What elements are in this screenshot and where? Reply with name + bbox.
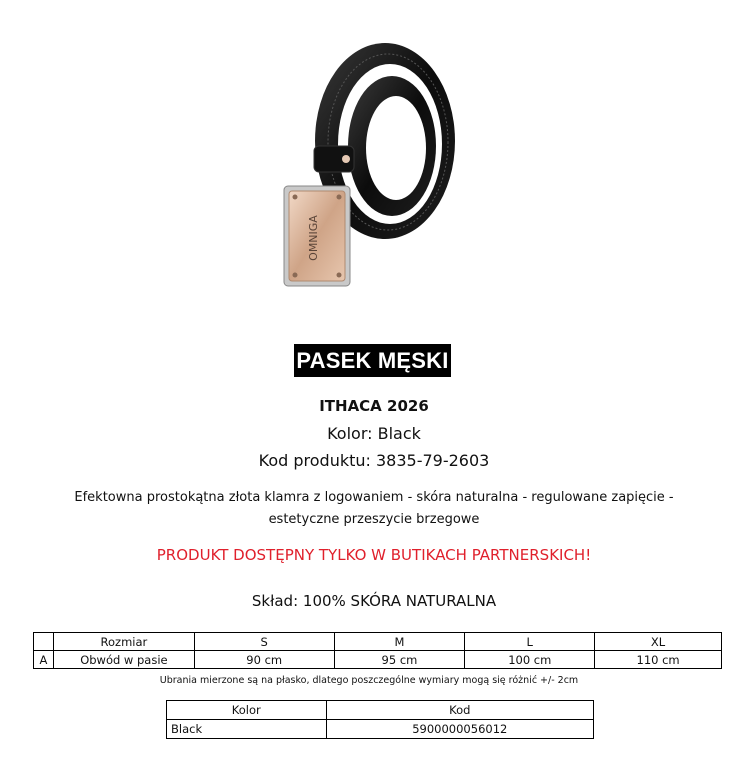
table-cell: Black xyxy=(167,720,327,739)
table-cell: M xyxy=(334,633,465,651)
table-cell: Kod xyxy=(326,701,593,720)
table-cell: S xyxy=(194,633,334,651)
page-title: PASEK MĘSKI xyxy=(294,344,451,377)
product-color: Kolor: Black xyxy=(327,424,421,443)
belt-illustration xyxy=(270,36,460,296)
table-cell: 110 cm xyxy=(595,651,722,669)
availability-notice: PRODUKT DOSTĘPNY TYLKO W BUTIKACH PARTNERSKICH! xyxy=(156,546,592,564)
product-image xyxy=(270,36,460,296)
product-model: ITHACA 2026 xyxy=(319,397,429,415)
buckle-logo-text: OMNIGA xyxy=(307,215,320,261)
table-cell: A xyxy=(34,651,54,669)
table-cell: L xyxy=(465,633,595,651)
table-cell: XL xyxy=(595,633,722,651)
code-table xyxy=(166,700,594,739)
table-row xyxy=(167,720,594,739)
material-composition: Skład: 100% SKÓRA NATURALNA xyxy=(251,592,497,610)
table-header-row xyxy=(34,633,722,651)
size-table xyxy=(33,632,722,669)
table-cell: Kolor xyxy=(167,701,327,720)
table-cell xyxy=(34,633,54,651)
table-cell: 95 cm xyxy=(334,651,465,669)
product-code: Kod produktu: 3835-79-2603 xyxy=(258,451,490,470)
table-row xyxy=(34,651,722,669)
table-cell: 5900000056012 xyxy=(326,720,593,739)
product-description: Efektowna prostokątna złota klamra z logowaniem - skóra naturalna - regulowane zapięcie - estetyczne przeszycie brzegowe xyxy=(74,490,674,527)
table-header-row xyxy=(167,701,594,720)
table-cell: Rozmiar xyxy=(53,633,194,651)
table-cell: 90 cm xyxy=(194,651,334,669)
size-note: Ubrania mierzone są na płasko, dlatego poszczególne wymiary mogą się różnić +/- 2cm xyxy=(159,675,579,686)
table-cell: Obwód w pasie xyxy=(53,651,194,669)
table-cell: 100 cm xyxy=(465,651,595,669)
